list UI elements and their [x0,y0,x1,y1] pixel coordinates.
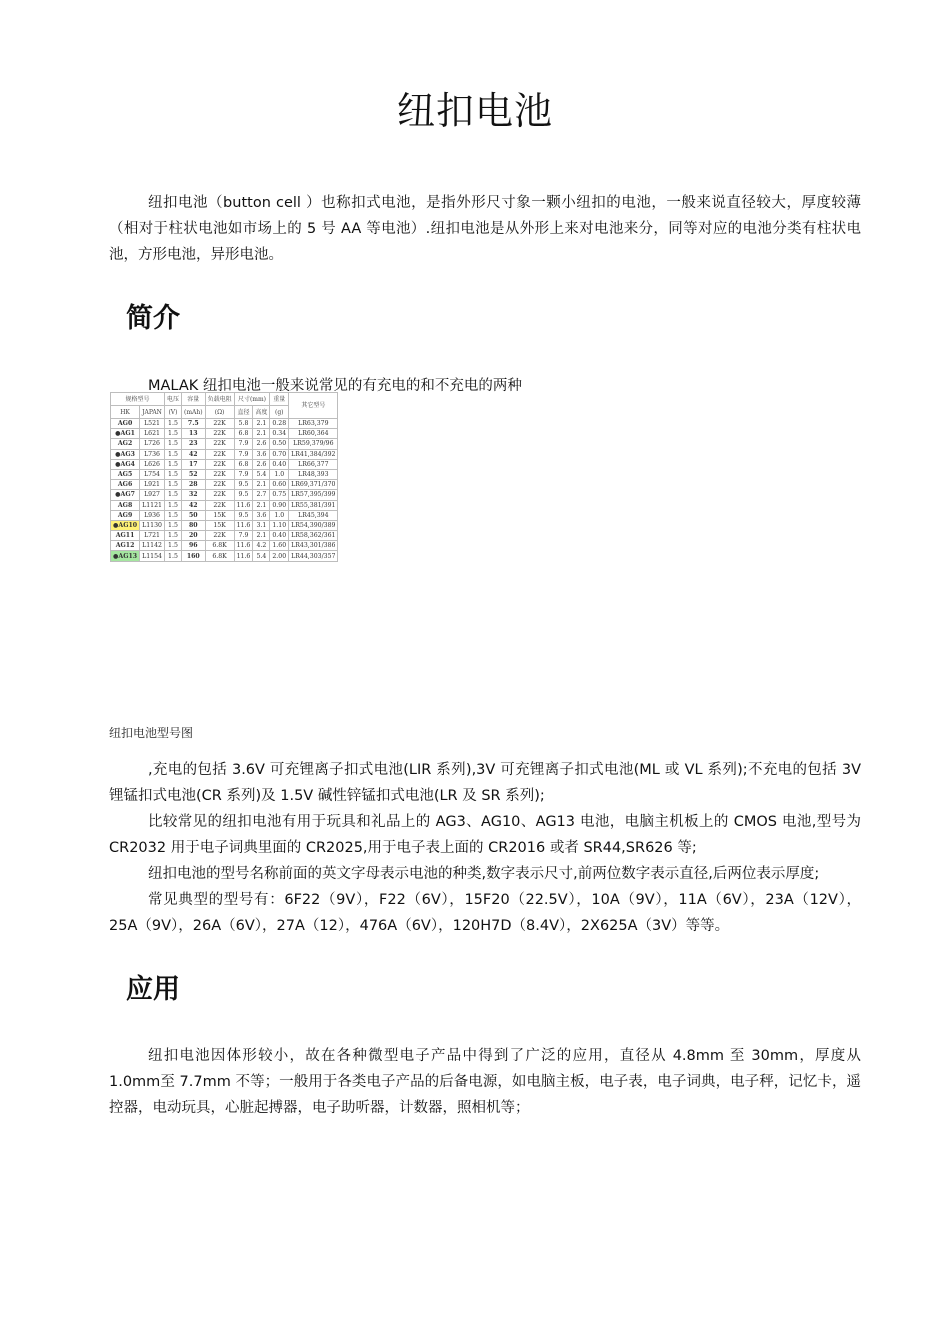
table-cell: 1.5 [164,480,181,490]
table-cell: 80 [181,520,205,530]
table-cell: 22K [205,490,234,500]
table-cell: 3.6 [253,510,270,520]
table-cell: LR60,364 [289,429,338,439]
table-header-row [111,393,338,406]
table-cell: 1.5 [164,541,181,551]
table-cell: 22K [205,449,234,459]
table-cell: 9.5 [234,480,253,490]
table-row [111,510,338,520]
table-model-cell: ●AG1 [111,429,140,439]
table-body [111,419,338,562]
table-cell: 22K [205,531,234,541]
table-cell: 2.7 [253,490,270,500]
table-model-cell: AG11 [111,531,140,541]
table-cell: 1.5 [164,429,181,439]
table-cell: L1121 [140,500,165,510]
table-cell: L721 [140,531,165,541]
table-cell: 1.0 [270,510,289,520]
table-cell: 22K [205,459,234,469]
table-header-cell: 负载电阻 [205,393,234,406]
table-cell: LR43,301/386 [289,541,338,551]
table-cell: 96 [181,541,205,551]
table-cell: 7.9 [234,531,253,541]
table-row [111,541,338,551]
table-cell: 6.8 [234,429,253,439]
table-model-cell: AG2 [111,439,140,449]
table-cell: 6.8 [234,459,253,469]
table-cell: 23 [181,439,205,449]
table-cell: 1.5 [164,449,181,459]
table-cell: 7.5 [181,419,205,429]
table-cell: L626 [140,459,165,469]
table-cell: 13 [181,429,205,439]
table-model-cell: AG9 [111,510,140,520]
table-cell: 22K [205,429,234,439]
table-cell: LR54,390/389 [289,520,338,530]
table-cell: 0.34 [270,429,289,439]
table-model-cell: AG6 [111,480,140,490]
table-cell: 2.1 [253,429,270,439]
table-cell: 2.6 [253,459,270,469]
table-header-cell: 直径 [234,406,253,419]
table-cell: 1.10 [270,520,289,530]
application-paragraph: 纽扣电池因体形较小，故在各种微型电子产品中得到了广泛的应用，直径从 4.8mm 至 30mm，厚度从 1.0mm至 7.7mm 不等；一般用于各类电子产品的后备电源，如电脑主板，电子表，电子词典，电子秤，记忆卡，遥控器，电动玩具，心脏起搏器，电子助听器，计数器，照相机等； [109,1048,861,1116]
table-cell: LR55,381/391 [289,500,338,510]
table-cell: 1.60 [270,541,289,551]
table-row [111,439,338,449]
table-cell: 5.8 [234,419,253,429]
battery-spec-table [110,392,338,562]
table-model-cell: ●AG10 [111,520,140,530]
table-cell: LR57,395/399 [289,490,338,500]
table-cell: 5.4 [253,551,270,561]
body-paragraph: ,充电的包括 3.6V 可充锂离子扣式电池(LIR 系列),3V 可充锂离子扣式电池(ML 或 VL 系列);不充电的包括 3V锂锰扣式电池(CR 系列)及 1.5V 碱性锌锰扣式电池(LR 及 SR 系列); [109,762,861,804]
table-cell: L927 [140,490,165,500]
table-header-cell: 电压 [164,393,181,406]
table-cell: 1.5 [164,531,181,541]
table-cell: 2.1 [253,480,270,490]
table-cell: 0.40 [270,459,289,469]
table-cell: 4.2 [253,541,270,551]
table-model-cell: ●AG13 [111,551,140,561]
table-cell: 9.5 [234,510,253,520]
table-cell: 2.6 [253,439,270,449]
section-heading-intro: 简介 [126,303,180,334]
table-cell: 22K [205,480,234,490]
table-cell: L621 [140,429,165,439]
table-cell: LR66,377 [289,459,338,469]
table-cell: 22K [205,419,234,429]
table-cell: 1.5 [164,439,181,449]
table-row [111,531,338,541]
table-model-cell: ●AG7 [111,490,140,500]
table-cell: 3.1 [253,520,270,530]
table-cell: 2.1 [253,531,270,541]
table-cell: 52 [181,469,205,479]
table-cell: 1.5 [164,510,181,520]
table-header-cell: 容量 [181,393,205,406]
table-header-cell: 尺寸(mm) [234,393,270,406]
table-row [111,500,338,510]
table-cell: 15K [205,520,234,530]
table-header-cell: 重量 [270,393,289,406]
table-header-cell: JAPAN [140,406,165,419]
table-row [111,429,338,439]
table-cell: 22K [205,439,234,449]
table-header-cell: (g) [270,406,289,419]
table-cell: 42 [181,449,205,459]
table-model-cell: AG0 [111,419,140,429]
document-title: 纽扣电池 [396,89,553,133]
table-cell: 22K [205,469,234,479]
table-header-cell: 其它型号 [289,393,338,419]
table-row [111,551,338,561]
table-cell: 0.90 [270,500,289,510]
table-cell: 0.28 [270,419,289,429]
table-cell: 1.5 [164,551,181,561]
table-cell: 0.70 [270,449,289,459]
table-cell: LR41,384/392 [289,449,338,459]
table-cell: 3.6 [253,449,270,459]
table-cell: 50 [181,510,205,520]
table-cell: 7.9 [234,449,253,459]
table-cell: L921 [140,480,165,490]
table-cell: LR58,362/361 [289,531,338,541]
table-row [111,520,338,530]
section-heading-application: 应用 [126,974,180,1005]
table-row [111,490,338,500]
table-cell: 2.1 [253,500,270,510]
table-cell: L726 [140,439,165,449]
table-cell: 15K [205,510,234,520]
table-cell: 1.5 [164,520,181,530]
table-cell: 11.6 [234,541,253,551]
table-cell: 0.75 [270,490,289,500]
table-cell: 160 [181,551,205,561]
table-cell: 5.4 [253,469,270,479]
table-cell: 28 [181,480,205,490]
table-cell: 22K [205,500,234,510]
table-cell: 0.40 [270,531,289,541]
table-cell: 9.5 [234,490,253,500]
table-cell: 17 [181,459,205,469]
table-cell: 20 [181,531,205,541]
table-cell: 1.5 [164,500,181,510]
table-cell: LR69,371/370 [289,480,338,490]
table-model-cell: AG8 [111,500,140,510]
body-paragraph: 常见典型的型号有：6F22（9V），F22（6V），15F20（22.5V），10A（9V），11A（6V），23A（12V），25A（9V），26A（6V），27A（12），476A（6V），120H7D（8.4V），2X625A（3V）等等。 [109,892,861,934]
table-header-cell: 规格型号 [111,393,165,406]
table-cell: LR59,379/96 [289,439,338,449]
table-cell: LR48,393 [289,469,338,479]
table-cell: 0.50 [270,439,289,449]
table-intro-text: MALAK 纽扣电池一般来说常见的有充电的和不充电的两种 [148,378,522,394]
table-cell: 1.5 [164,419,181,429]
table-cell: 1.5 [164,469,181,479]
table-cell: L754 [140,469,165,479]
table-header-cell: (Ω) [205,406,234,419]
table-cell: 6.8K [205,541,234,551]
table-model-cell: AG5 [111,469,140,479]
table-header-cell: 高度 [253,406,270,419]
table-cell: 1.5 [164,459,181,469]
table-cell: 2.00 [270,551,289,561]
table-cell: 6.8K [205,551,234,561]
table-cell: L1130 [140,520,165,530]
table-cell: 7.9 [234,439,253,449]
table-cell: 11.6 [234,520,253,530]
table-cell: LR45,394 [289,510,338,520]
table-row [111,469,338,479]
table-row [111,419,338,429]
table-cell: L521 [140,419,165,429]
table-header-cell: HK [111,406,140,419]
table-cell: 11.6 [234,500,253,510]
body-paragraph: 纽扣电池的型号名称前面的英文字母表示电池的种类,数字表示尺寸,前两位数字表示直径,后两位表示厚度; [148,866,820,882]
table-caption: 纽扣电池型号图 [109,726,194,740]
table-cell: 32 [181,490,205,500]
table-cell: L936 [140,510,165,520]
table-cell: 42 [181,500,205,510]
table-cell: 2.1 [253,419,270,429]
table-cell: 11.6 [234,551,253,561]
intro-paragraph: 纽扣电池（button cell ）也称扣式电池，是指外形尺寸象一颗小纽扣的电池，一般来说直径较大，厚度较薄（相对于柱状电池如市场上的 5 号 AA 等电池）.纽扣电池是从外形上来对电池来分，同等对应的电池分类有柱状电池，方形电池，异形电池。 [109,195,861,263]
table-cell: 1.0 [270,469,289,479]
table-cell: LR44,303/357 [289,551,338,561]
table-header-cell: (mAh) [181,406,205,419]
table-row [111,459,338,469]
table-cell: 1.5 [164,490,181,500]
table-cell: L736 [140,449,165,459]
table-model-cell: ●AG3 [111,449,140,459]
table-row [111,449,338,459]
table-model-cell: AG12 [111,541,140,551]
table-cell: 7.9 [234,469,253,479]
table-model-cell: ●AG4 [111,459,140,469]
table-row [111,480,338,490]
table-cell: LR63,379 [289,419,338,429]
table-cell: 0.60 [270,480,289,490]
table-cell: L1142 [140,541,165,551]
table-cell: L1154 [140,551,165,561]
table-header-cell: (V) [164,406,181,419]
body-paragraph: 比较常见的纽扣电池有用于玩具和礼品上的 AG3、AG10、AG13 电池，电脑主机板上的 CMOS 电池,型号为CR2032 用于电子词典里面的 CR2025,用于电子表上面的 CR2016 或者 SR44,SR626 等; [109,814,861,856]
